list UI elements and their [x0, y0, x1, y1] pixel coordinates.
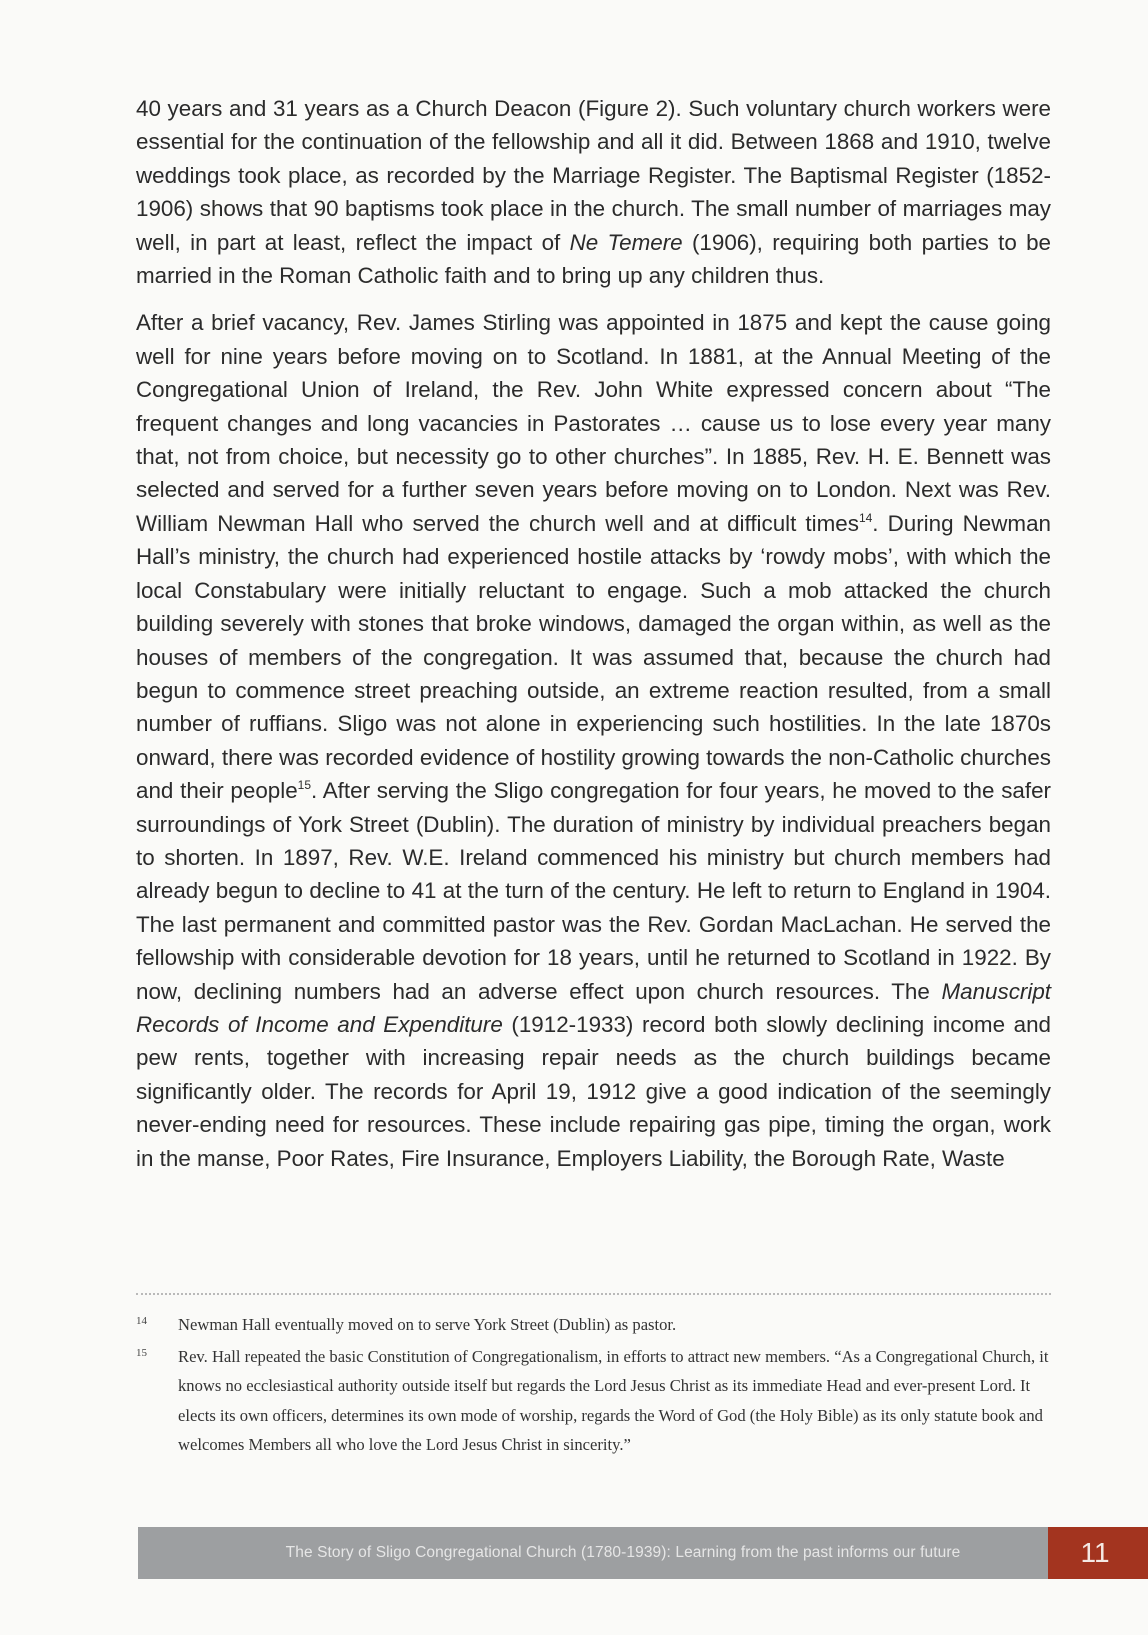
paragraph-1	[136, 92, 1051, 292]
paragraph-2	[136, 306, 1051, 1175]
footnote-15	[136, 1342, 1051, 1460]
footnote-text: Newman Hall eventually moved on to serve York Street (Dublin) as pastor.	[178, 1315, 677, 1334]
paragraph-1-text-a: 40 years and 31 years as a Church Deacon (Figure 2). Such voluntary church workers were essential for the continuation of the fellowship and all it did. Between 1868 and 1910, twelve weddings took place, as recorded by the Marriage Register. The Baptismal Register (1852-1906) shows that 90 baptisms took place in the church. The small number of marriages may well, in part at least, reflect the impact of	[136, 96, 1051, 255]
footnote-number: 15	[136, 1346, 147, 1359]
footnote-14	[136, 1310, 1051, 1340]
body-text	[136, 92, 1051, 1189]
paragraph-2-text-d: (1912-1933) record both slowly declining income and pew rents, together with increasing repair needs as the church buildings became significantly older. The records for April 19, 1912 give a good indication of the seemingly never-ending need for resources. These include repairing gas pipe, timing the organ, work in the manse, Poor Rates, Fire Insurance, Employers Liability, the Borough Rate, Waste	[136, 1011, 1051, 1171]
footnote-text: Rev. Hall repeated the basic Constitution of Congregationalism, in efforts to attract new members. “As a Congregational Church, it knows no ecclesiastical authority outside itself but regards the Lord Jesus Christ as its immediate Head and ever-present Lord. It elects its own officers, determines its own mode of worship, regards the Word of God (the Holy Bible) as its only statute book and welcomes Members all who love the Lord Jesus Christ in sincerity.”	[178, 1346, 1049, 1454]
footer-title: The Story of Sligo Congregational Church (1780-1939): Learning from the past informs our future	[285, 1544, 961, 1561]
footnote-divider	[136, 1293, 1051, 1295]
paragraph-2-text-b: . During Newman Hall’s ministry, the church had experienced hostile attacks by ‘rowdy mobs’, with which the local Constabulary were initially reluctant to engage. Such a mob attacked the church building severely with stones that broke windows, damaged the organ within, as well as the houses of members of the congregation. It was assumed that, because the church had begun to commence street preaching outside, an extreme reaction resulted, from a small number of ruffians. Sligo was not alone in experiencing such hostilities. In the late 1870s onward, there was recorded evidence of hostility growing towards the non-Catholic churches and their people	[136, 510, 1051, 804]
manuscript-records-italic: Manuscript Records of Income and Expenditure	[136, 978, 1051, 1037]
footnote-ref-14[interactable]: 14	[858, 510, 873, 525]
footer-bar	[138, 1527, 1048, 1579]
footnote-ref-15[interactable]: 15	[297, 778, 312, 793]
paragraph-2-text-a: After a brief vacancy, Rev. James Stirling was appointed in 1875 and kept the cause going well for nine years before moving on to Scotland. In 1881, at the Annual Meeting of the Congregational Union of Ireland, the Rev. John White expressed concern about “The frequent changes and long vacancies in Pastorates … cause us to lose every year many that, not from choice, but necessity go to other churches”. In 1885, Rev. H. E. Bennett was selected and served for a further seven years before moving on to London. Next was Rev. William Newman Hall who served the church well and at difficult times	[136, 310, 1051, 536]
footnotes	[136, 1310, 1051, 1462]
paragraph-2-text-c: . After serving the Sligo congregation for four years, he moved to the safer surroundings of York Street (Dublin). The duration of ministry by individual preachers began to shorten. In 1897, Rev. W.E. Ireland commenced his ministry but church members had already begun to decline to 41 at the turn of the century. He left to return to England in 1904. The last permanent and committed pastor was the Rev. Gordan MacLachan. He served the fellowship with considerable devotion for 18 years, until he returned to Scotland in 1922. By now, declining numbers had an adverse effect upon church resources. The	[136, 778, 1051, 1004]
page-number: 11	[1080, 1537, 1110, 1568]
paragraph-1-text-b: (1906), requiring both parties to be married in the Roman Catholic faith and to bring up any children thus.	[136, 229, 1051, 289]
footnote-number: 14	[136, 1315, 147, 1327]
ne-temere-italic: Ne Temere	[569, 229, 683, 255]
page-number-box	[1048, 1527, 1148, 1579]
